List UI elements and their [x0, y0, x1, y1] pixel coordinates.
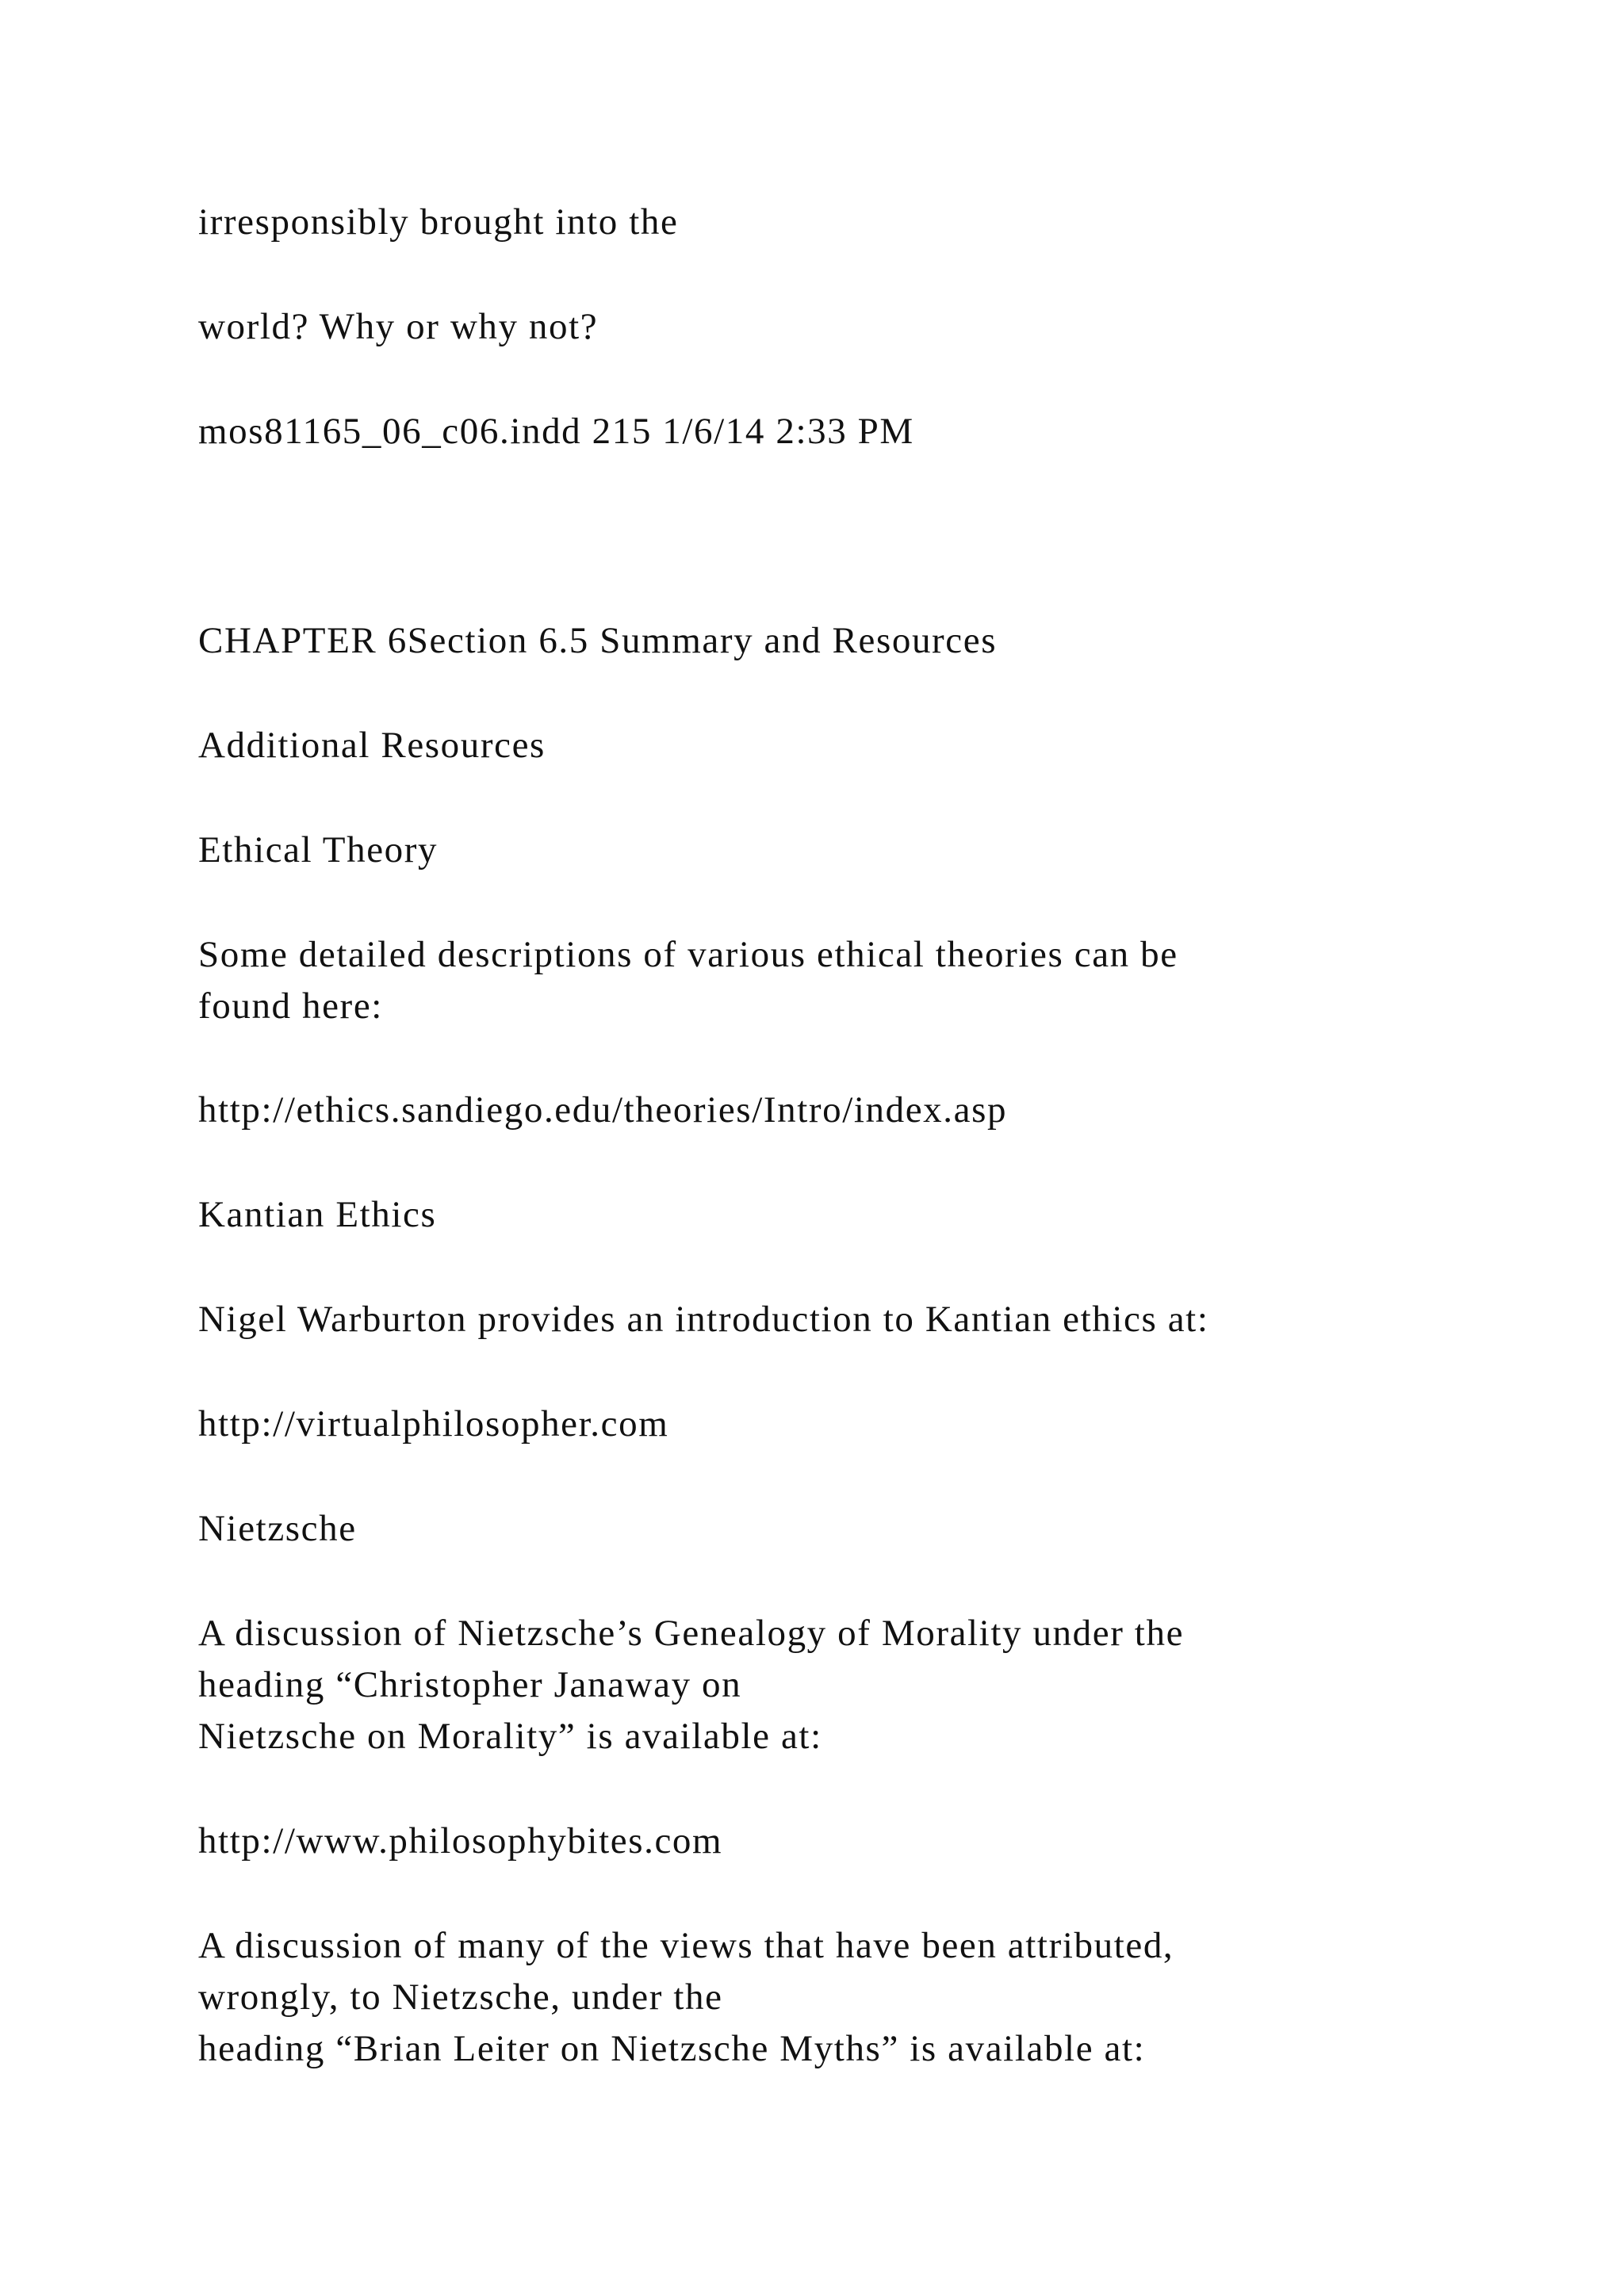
text-line: A discussion of many of the views that have been attributed, [198, 1925, 1174, 1966]
paragraph-ethical-theory-description [198, 929, 1178, 1032]
text-line: heading “Christopher Janaway on [198, 1664, 742, 1705]
paragraph-nietzsche-myths [198, 1920, 1174, 2075]
text-line: heading “Brian Leiter on Nietzsche Myths” is available at: [198, 2028, 1146, 2069]
url-philosophybites: http://www.philosophybites.com [198, 1820, 723, 1862]
url-ethics-sandiego: http://ethics.sandiego.edu/theories/Intro/index.asp [198, 1089, 1008, 1131]
text-line: Nietzsche on Morality” is available at: [198, 1716, 822, 1757]
print-slug-line: mos81165_06_c06.indd 215 1/6/14 2:33 PM [198, 411, 914, 452]
subheading-additional-resources: Additional Resources [198, 725, 546, 766]
text-line: A discussion of Nietzsche’s Genealogy of Morality under the [198, 1613, 1185, 1654]
paragraph-nietzsche-genealogy [198, 1608, 1184, 1762]
paragraph-question-line-2: world? Why or why not? [198, 306, 599, 347]
text-line: found here: [198, 985, 383, 1027]
text-line: Some detailed descriptions of various ethical theories can be [198, 934, 1178, 975]
text-line: wrongly, to Nietzsche, under the [198, 1976, 723, 2018]
url-virtualphilosopher: http://virtualphilosopher.com [198, 1403, 669, 1445]
topic-ethical-theory: Ethical Theory [198, 829, 439, 871]
topic-nietzsche: Nietzsche [198, 1508, 357, 1549]
section-heading: CHAPTER 6Section 6.5 Summary and Resources [198, 620, 998, 661]
paragraph-kantian-ethics-description: Nigel Warburton provides an introduction to Kantian ethics at: [198, 1299, 1209, 1340]
paragraph-question-line-1: irresponsibly brought into the [198, 201, 679, 243]
topic-kantian-ethics: Kantian Ethics [198, 1194, 437, 1235]
